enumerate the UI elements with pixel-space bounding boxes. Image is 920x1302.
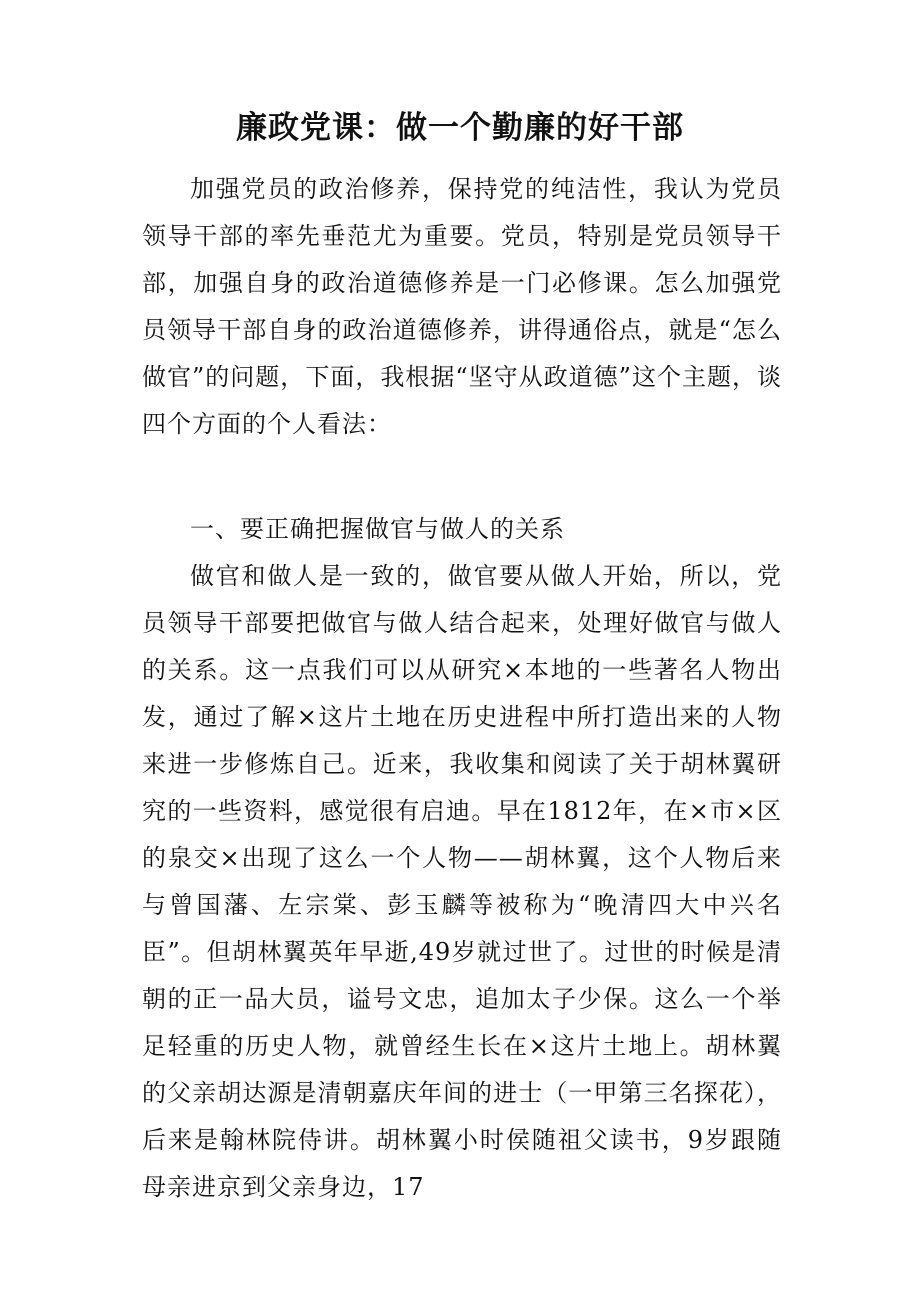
document-title: 廉政党课：做一个勤廉的好干部 (236, 110, 684, 146)
section-heading: 一、要正确把握做官与做人的关系 (190, 515, 565, 543)
section-paragraph: 做官和做人是一致的，做官要从做人开始，所以，党员领导干部要把做官与做人结合起来，处理好做官与做人的关系。这一点我们可以从研究×本地的一些著名人物出发，通过了解×这片土地在历史进程中所打造出来的人物来进一步修炼自己。近来，我收集和阅读了关于胡林翼研究的一些资料，感觉很有启迪。早在1812年，在×市×区的泉交×出现了这么一个人物——胡林翼，这个人物后来与曾国藩、左宗棠、彭玉麟等被称为“晚清四大中兴名臣”。但胡林翼英年早逝,49岁就过世了。过世的时候是清朝的正一品大员，谥号文忠，追加太子少保。这么一个举足轻重的历史人物，就曾经生长在×这片土地上。胡林翼的父亲胡达源是清朝嘉庆年间的进士（一甲第三名探花），后来是翰林院侍讲。胡林翼小时侯随祖父读书，9岁跟随母亲进京到父亲身边，17 (142, 562, 782, 1201)
intro-paragraph: 加强党员的政治修养，保持党的纯洁性，我认为党员领导干部的率先垂范尤为重要。党员，特别是党员领导干部，加强自身的政治道德修养是一门必修课。怎么加强党员领导干部自身的政治道德修养，讲得通俗点，就是“怎么做官”的问题，下面，我根据“坚守从政道德”这个主题，谈四个方面的个人看法： (142, 175, 782, 438)
